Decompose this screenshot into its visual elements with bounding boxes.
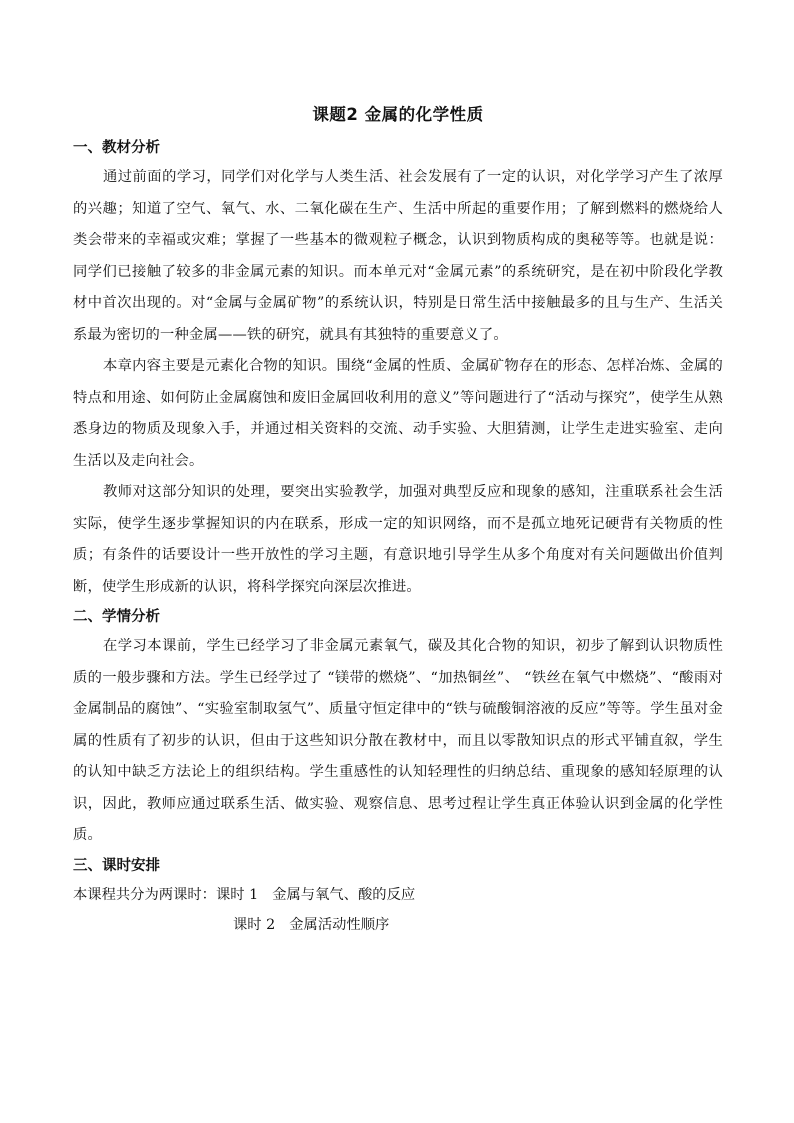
section-schedule — [73, 852, 723, 940]
period-label: 课时 2 — [233, 916, 276, 933]
section-heading: 二、学情分析 — [73, 609, 160, 625]
paragraph: 教师对这部分知识的处理，要突出实验教学，加强对典型反应和现象的感知，注重联系社会生活实际，使学生逐步掌握知识的内在联系，形成一定的知识网络，而不是孤立地死记硬背有关物质的性质；有条件的话要设计一些开放性的学习主题，有意识地引导学生从多个角度对有关问题做出价值判断，使学生形成新的认识，将科学探究向深层次推进。 — [73, 484, 723, 595]
section-heading: 三、课时安排 — [73, 857, 160, 874]
section-heading: 一、教材分析 — [73, 140, 160, 156]
paragraph: 本章内容主要是元素化合物的知识。围绕“金属的性质、金属矿物存在的形态、怎样冶炼、金属的特点和用途、如何防止金属腐蚀和废旧金属回收利用的意义”等问题进行了“活动与探究”，使学生从熟悉身边的物质及现象入手，并通过相关资料的交流、动手实验、大胆猜测，让学生走进实验室、走向生活以及走向社会。 — [73, 358, 723, 469]
period-content: 金属活动性顺序 — [289, 916, 390, 933]
document-page — [73, 100, 723, 940]
document-title: 课题2 金属的化学性质 — [312, 105, 484, 124]
schedule-intro: 本课程共分为两课时： — [73, 886, 216, 903]
period-content: 金属与氧气、酸的反应 — [272, 886, 416, 903]
period-label: 课时 1 — [215, 886, 259, 903]
section-textbook-analysis — [73, 134, 723, 603]
section-student-analysis — [73, 603, 723, 852]
schedule-row — [73, 880, 723, 910]
paragraph: 通过前面的学习，同学们对化学与人类生活、社会发展有了一定的认识，对化学学习产生了浓厚的兴趣；知道了空气、氧气、水、二氧化碳在生产、生活中所起的重要作用；了解到燃料的燃烧给人类会带来的幸福或灾难；掌握了一些基本的微观粒子概念，认识到物质构成的奥秘等等。也就是说：同学们已接触了较多的非金属元素的知识。而本单元对“金属元素”的系统研究，是在初中阶段化学教材中首次出现的。对“金属与金属矿物”的系统认识，特别是日常生活中接触最多的且与生产、生活关系最为密切的一种金属——铁的研究，就具有其独特的重要意义了。 — [73, 169, 723, 343]
paragraph: 在学习本课前，学生已经学习了非金属元素氧气，碳及其化合物的知识，初步了解到认识物质性质的一般步骤和方法。学生已经学过了 “镁带的燃烧”、“加热铜丝”、 “铁丝在氧气中燃烧”、“酸雨对金属制品的腐蚀”、“实验室制取氢气”、质量守恒定律中的“铁与硫酸铜溶液的反应”等等。学生虽对金属的性质有了初步的认识，但由于这些知识分散在教材中，而且以零散知识点的形式平铺直叙，学生的认知中缺乏方法论上的组织结构。学生重感性的认知轻理性的归纳总结、重现象的感知轻原理的认识，因此，教师应通过联系生活、做实验、观察信息、思考过程让学生真正体验认识到金属的化学性质。 — [73, 638, 723, 843]
schedule-row — [73, 910, 723, 940]
